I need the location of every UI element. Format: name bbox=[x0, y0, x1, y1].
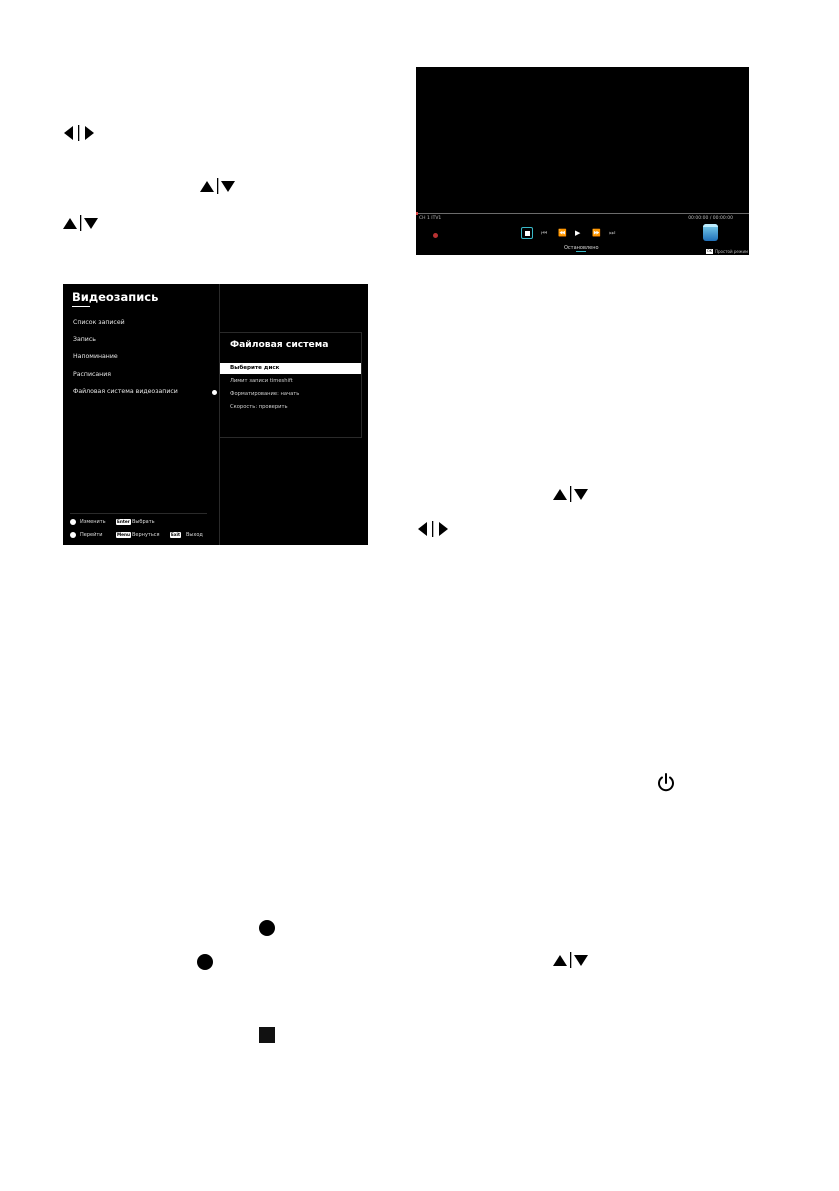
file-system-submenu bbox=[219, 332, 362, 438]
time-label: 00:00:00 / 00:00:00 bbox=[688, 216, 733, 221]
submenu-item-label: Выберите диск bbox=[230, 365, 280, 371]
play-icon[interactable]: ▶ bbox=[575, 229, 581, 237]
submenu-title: Файловая система bbox=[230, 339, 329, 350]
disk-icon[interactable] bbox=[703, 224, 718, 241]
status-underline bbox=[576, 251, 586, 252]
menu-key-icon: Menu bbox=[117, 532, 130, 537]
progress-bar[interactable] bbox=[416, 213, 749, 214]
arrow-up-down-icon bbox=[552, 952, 590, 968]
hint-select: Выбрать bbox=[132, 519, 155, 525]
skip-forward-icon[interactable]: ⏭ bbox=[609, 229, 616, 237]
hint-back: Вернуться bbox=[132, 532, 160, 538]
arrow-up-down-icon bbox=[62, 215, 100, 231]
footer-divider bbox=[70, 513, 207, 514]
arrow-up-down-icon bbox=[552, 486, 590, 502]
hint-change: Изменить bbox=[80, 519, 106, 525]
submenu-item-format[interactable]: Форматирование: начать bbox=[230, 391, 300, 397]
stop-icon bbox=[258, 1026, 276, 1044]
fast-forward-icon[interactable]: ⏩ bbox=[592, 229, 601, 237]
recording-menu-screenshot bbox=[63, 284, 368, 545]
arrow-up-down-icon bbox=[199, 178, 237, 194]
record-icon bbox=[258, 919, 276, 937]
progress-marker bbox=[416, 212, 418, 215]
menu-item-reminder[interactable]: Напоминание bbox=[73, 353, 118, 360]
channel-label: CH 1 ITV1 bbox=[419, 216, 442, 221]
ok-key-icon: OK bbox=[707, 249, 713, 253]
enter-key-icon: Enter bbox=[117, 519, 130, 524]
mode-label: Простой режим bbox=[715, 249, 749, 254]
power-icon bbox=[655, 772, 677, 794]
submenu-item-speed-test[interactable]: Скорость: проверить bbox=[230, 404, 288, 410]
arrow-left-right-icon bbox=[62, 125, 98, 141]
stop-icon bbox=[525, 231, 530, 236]
pvr-player-screenshot bbox=[416, 67, 749, 255]
menu-title: Видеозапись bbox=[72, 290, 159, 304]
menu-item-record[interactable]: Запись bbox=[73, 336, 96, 343]
menu-item-file-system[interactable]: Файловая система видеозаписи bbox=[73, 388, 178, 395]
selection-dot-icon bbox=[212, 390, 217, 395]
navigate-ud-icon bbox=[70, 532, 76, 538]
hint-exit: Выход bbox=[186, 532, 203, 538]
navigate-lr-icon bbox=[70, 519, 76, 525]
menu-item-schedules[interactable]: Расписания bbox=[73, 371, 111, 378]
stop-button[interactable] bbox=[521, 227, 533, 239]
playback-status: Остановлено bbox=[564, 245, 599, 251]
record-status-icon bbox=[433, 233, 438, 238]
menu-title-underline bbox=[72, 306, 90, 307]
arrow-left-right-icon bbox=[416, 521, 452, 537]
hint-goto: Перейти bbox=[80, 532, 103, 538]
submenu-item-timeshift-limit[interactable]: Лимит записи timeshift bbox=[230, 378, 293, 384]
menu-item-recordings-list[interactable]: Список записей bbox=[73, 319, 125, 326]
rewind-icon[interactable]: ⏪ bbox=[558, 229, 567, 237]
skip-back-icon[interactable]: ⏮ bbox=[541, 229, 548, 237]
record-icon bbox=[196, 953, 214, 971]
submenu-item-select-disk[interactable] bbox=[220, 363, 361, 374]
exit-key-icon: Exit bbox=[171, 532, 180, 537]
